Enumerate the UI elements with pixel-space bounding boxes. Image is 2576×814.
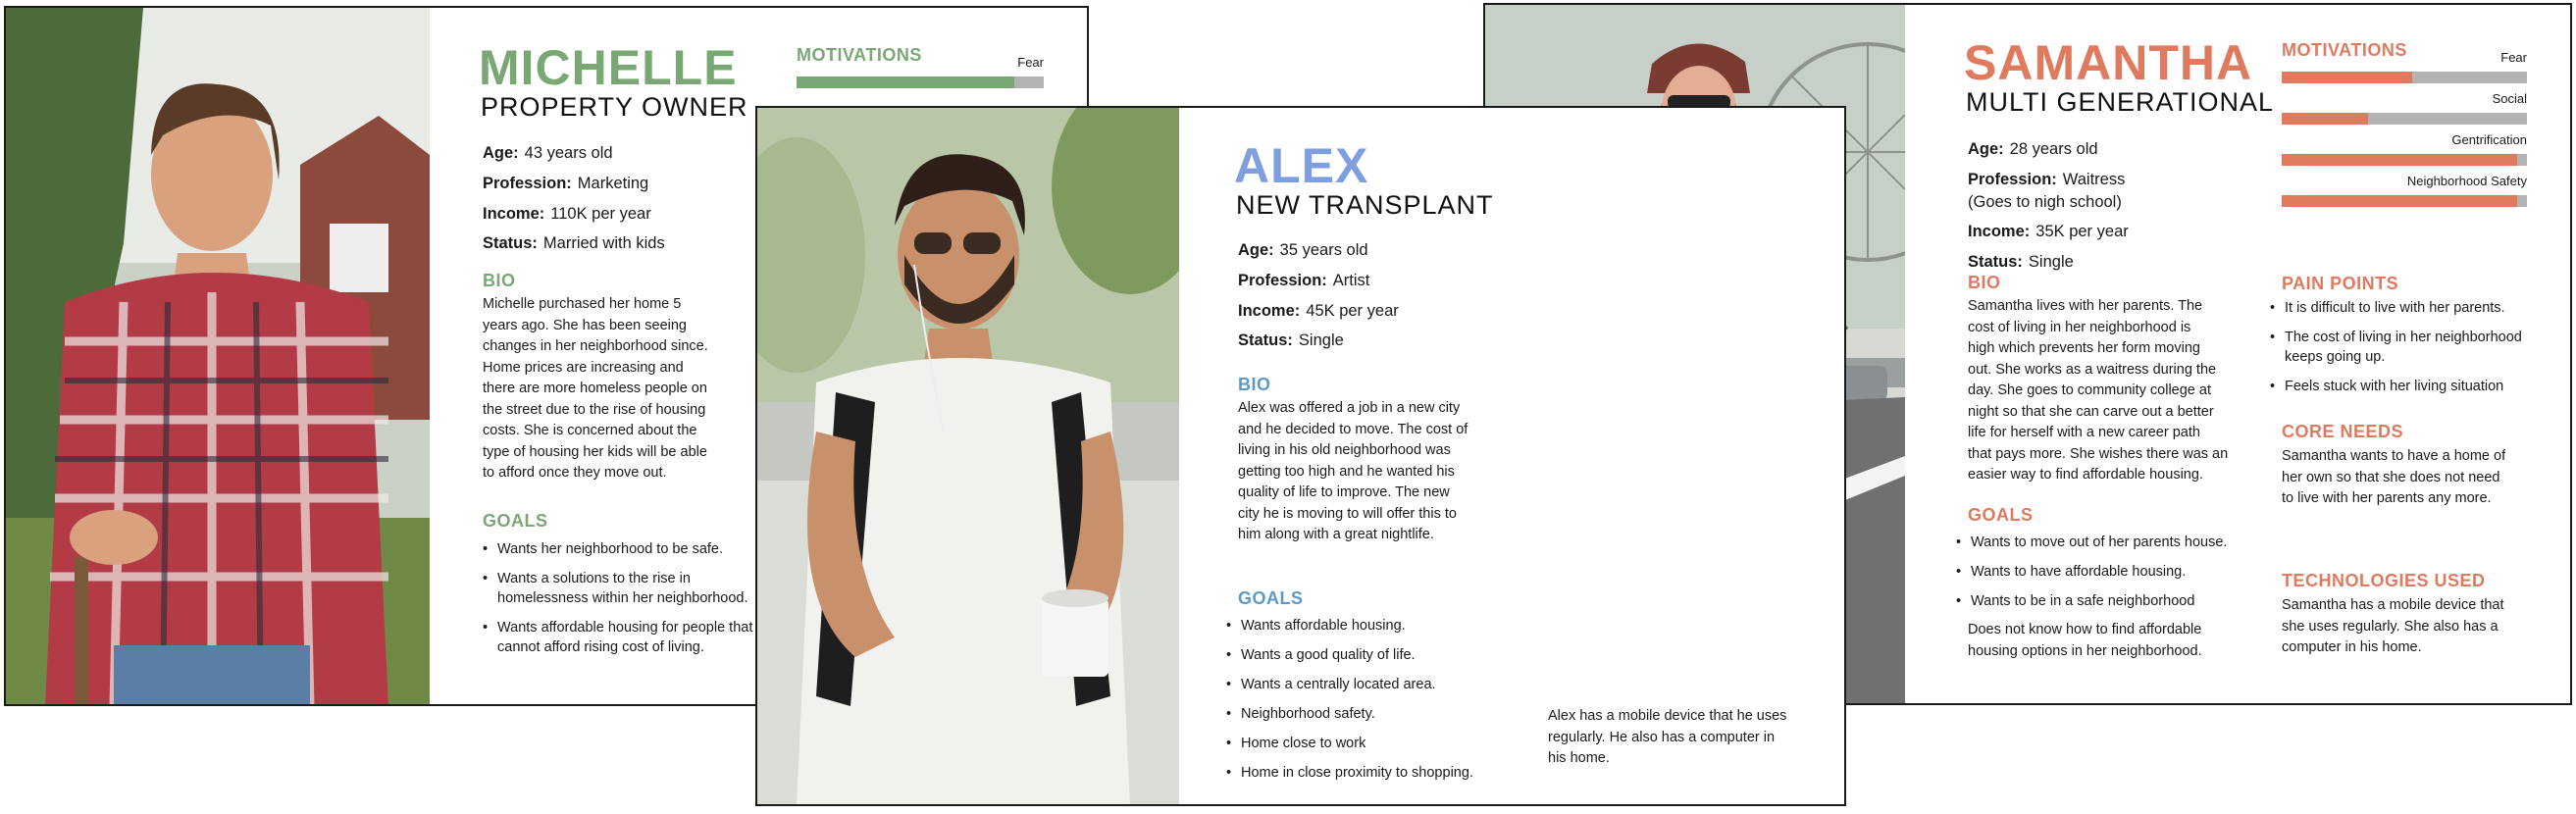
samantha-age: Age: 28 years old bbox=[1968, 140, 2098, 158]
alex-income: Income: 45K per year bbox=[1238, 301, 1399, 320]
samantha-motivations-heading: MOTIVATIONS bbox=[2282, 40, 2407, 60]
motivation-row bbox=[2282, 50, 2527, 91]
list-item: • Feels stuck with her living situation bbox=[2270, 377, 2540, 396]
samantha-bio: Samantha lives with her parents. The cost of living in her neighborhood is high which prevents her form moving out. She works as a waitress during the day. She goes to community college at night so that she can carve out a better life for herself with a new career path that pays more. She wishes there was an easier way to find affordable housing. bbox=[1968, 298, 2229, 483]
michelle-status: Status: Married with kids bbox=[483, 234, 665, 253]
alex-status: Status: Single bbox=[1238, 331, 1344, 350]
samantha-core-heading: CORE NEEDS bbox=[2282, 422, 2404, 441]
list-item: • Wants a solutions to the rise in homelessness within her neighborhood. bbox=[483, 569, 762, 608]
samantha-pain-heading: PAIN POINTS bbox=[2282, 274, 2399, 293]
michelle-stats bbox=[483, 144, 728, 265]
samantha-motivations bbox=[2282, 50, 2527, 215]
michelle-motivations-heading: MOTIVATIONS bbox=[797, 45, 922, 65]
samantha-bio-heading: BIO bbox=[1968, 273, 2001, 292]
list-item: • The cost of living in her neighborhood keeps going up. bbox=[2270, 328, 2540, 367]
samantha-goals-heading: GOALS bbox=[1968, 505, 2034, 525]
samantha-goals-note: Does not know how to find affordable housing options in her neighborhood. bbox=[1968, 622, 2202, 659]
alex-stats bbox=[1238, 241, 1483, 362]
michelle-photo-illustration bbox=[6, 8, 430, 706]
michelle-name: MICHELLE bbox=[479, 40, 738, 95]
list-item: • It is difficult to live with her parents. bbox=[2270, 298, 2540, 318]
alex-role: NEW TRANSPLANT bbox=[1236, 190, 1494, 220]
samantha-tech-heading: TECHNOLOGIES USED bbox=[2282, 571, 2486, 590]
motivation-bar bbox=[2282, 154, 2527, 166]
samantha-core: Samantha wants to have a home of her own so that she does not need to live with her parents any more. bbox=[2282, 448, 2506, 506]
motivation-label: Fear bbox=[1017, 55, 1044, 70]
michelle-goals-list bbox=[483, 539, 762, 667]
alex-bio-heading: BIO bbox=[1238, 375, 1271, 394]
list-item: • Wants to move out of her parents house. bbox=[1956, 533, 2250, 552]
michelle-motivations bbox=[797, 55, 1044, 96]
motivation-row bbox=[2282, 91, 2527, 132]
samantha-profession: Profession: Waitress bbox=[1968, 170, 2126, 188]
samantha-profession-note: (Goes to nigh school) bbox=[1968, 192, 2122, 211]
alex-photo bbox=[757, 108, 1179, 806]
list-item: • Wants affordable housing for people that cannot afford rising cost of living. bbox=[483, 618, 762, 657]
alex-age: Age: 35 years old bbox=[1238, 241, 1368, 259]
michelle-bio-heading: BIO bbox=[483, 271, 516, 290]
motivation-row bbox=[797, 55, 1044, 96]
alex-tech: Alex has a mobile device that he uses regularly. He also has a computer in his home. bbox=[1548, 708, 1787, 766]
samantha-tech: Samantha has a mobile device that she uses regularly. She also has a computer in his home. bbox=[2282, 597, 2504, 655]
michelle-income: Income: 110K per year bbox=[483, 204, 651, 223]
motivation-bar bbox=[2282, 72, 2527, 83]
list-item: • Home in close proximity to shopping. bbox=[1226, 763, 1491, 783]
motivation-bar bbox=[797, 76, 1044, 88]
samantha-name: SAMANTHA bbox=[1964, 35, 2253, 90]
list-item: • Neighborhood safety. bbox=[1226, 704, 1491, 724]
samantha-income: Income: 35K per year bbox=[1968, 223, 2129, 241]
alex-profession: Profession: Artist bbox=[1238, 271, 1370, 289]
michelle-goals-heading: GOALS bbox=[483, 511, 548, 531]
michelle-profession: Profession: Marketing bbox=[483, 174, 649, 192]
michelle-bio: Michelle purchased her home 5 years ago. She has been seeing changes in her neighborhood since. Home prices are increasing and there are more homeless people on the street due to the rise of housing costs. She is concerned about the type of housing her kids will be able to afford once they move out. bbox=[483, 296, 708, 481]
alex-name: ALEX bbox=[1234, 138, 1369, 193]
list-item: • Wants a good quality of life. bbox=[1226, 645, 1491, 665]
alex-goals-heading: GOALS bbox=[1238, 588, 1304, 608]
motivation-label: Gentrification bbox=[2451, 132, 2527, 147]
motivation-bar bbox=[2282, 113, 2527, 125]
list-item: • Home close to work bbox=[1226, 734, 1491, 753]
motivation-row bbox=[2282, 132, 2527, 174]
alex-photo-illustration bbox=[757, 108, 1179, 806]
samantha-role: MULTI GENERATIONAL bbox=[1966, 87, 2275, 117]
alex-bio: Alex was offered a job in a new city and he decided to move. The cost of living in his old neighborhood was getting too high and he wanted his quality of life to improve. The new city he is moving to will offer this to him along with a great nightlife. bbox=[1238, 400, 1468, 542]
michelle-photo bbox=[6, 8, 430, 706]
samantha-stats bbox=[1968, 140, 2233, 283]
list-item: • Wants affordable housing. bbox=[1226, 616, 1491, 636]
motivation-bar bbox=[2282, 195, 2527, 207]
michelle-age: Age: 43 years old bbox=[483, 144, 613, 162]
alex-goals-list bbox=[1226, 616, 1491, 792]
samantha-status: Status: Single bbox=[1968, 253, 2074, 272]
samantha-goals-list bbox=[1956, 533, 2250, 621]
samantha-pain-list bbox=[2270, 298, 2540, 406]
motivation-row bbox=[2282, 174, 2527, 215]
persona-card-alex bbox=[755, 106, 1846, 806]
michelle-role: PROPERTY OWNER bbox=[481, 92, 748, 122]
list-item: • Wants her neighborhood to be safe. bbox=[483, 539, 762, 559]
motivation-label: Fear bbox=[2500, 50, 2527, 65]
list-item: • Wants to be in a safe neighborhood bbox=[1956, 591, 2250, 611]
list-item: • Wants a centrally located area. bbox=[1226, 675, 1491, 694]
motivation-label: Social bbox=[2492, 91, 2527, 106]
motivation-label: Neighborhood Safety bbox=[2406, 174, 2527, 188]
list-item: • Wants to have affordable housing. bbox=[1956, 562, 2250, 582]
